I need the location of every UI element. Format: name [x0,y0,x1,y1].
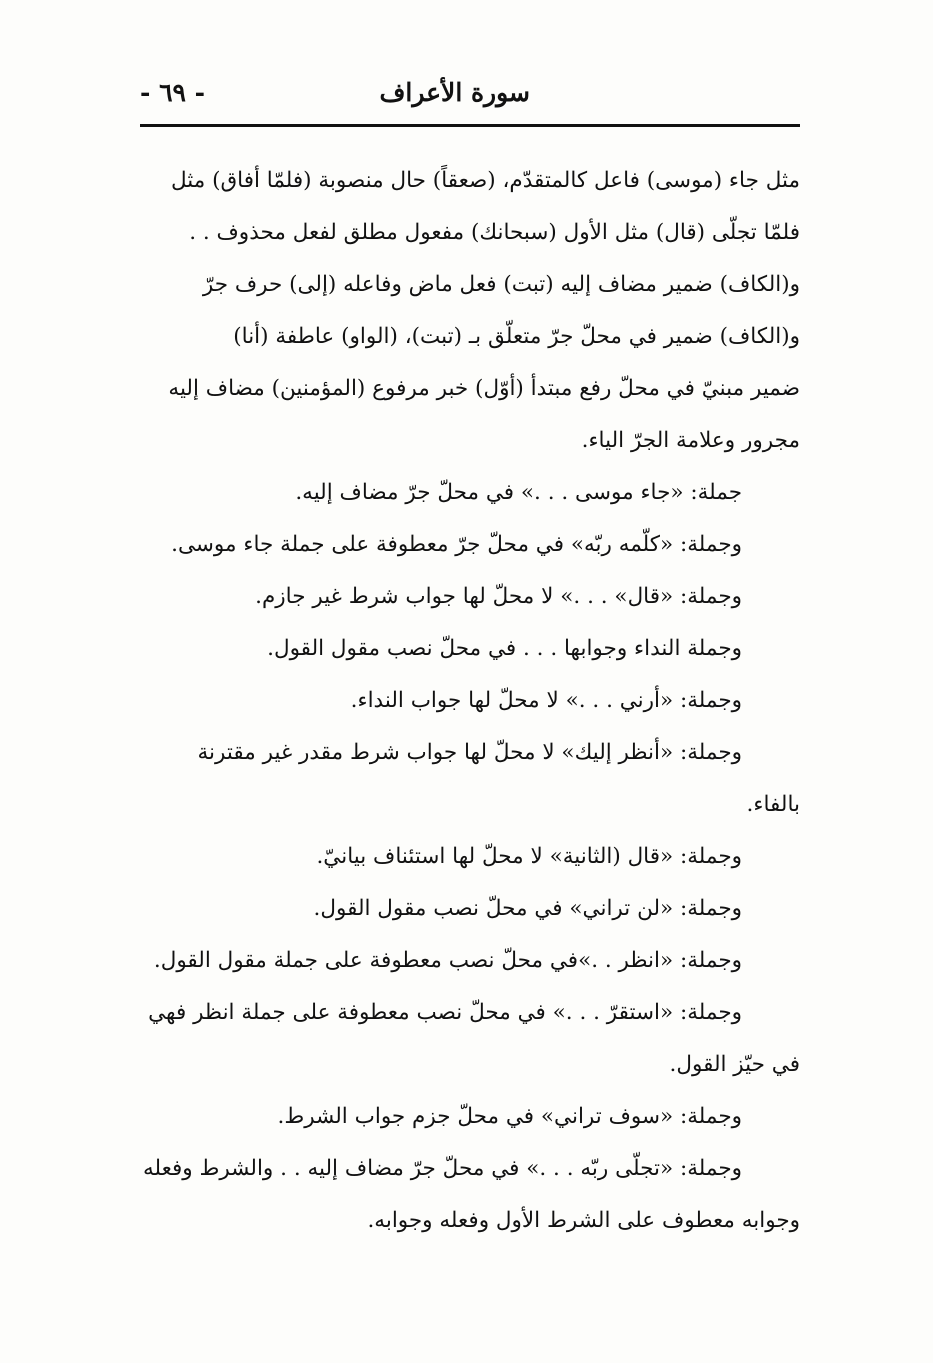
sentence-line: وجملة: «أنظر إليك» لا محلّ لها جواب شرط مقدر غير مقترنة [197,740,742,765]
text-line: و(الكاف) ضمير مضاف إليه (تبت) فعل ماض وفاعله (إلى) حرف جرّ [202,272,800,297]
header-rule [140,124,800,127]
sentence-line: وجملة: «قال (الثانية» لا محلّ لها استئناف بيانيّ. [316,844,742,869]
text-line: مجرور وعلامة الجرّ الياء. [581,428,800,453]
text-line: مثل جاء (موسى) فاعل كالمتقدّم، (صعقاً) حال منصوبة (فلمّا أفاق) مثل [170,168,800,193]
text-line: ضمير مبنيّ في محلّ رفع مبتدأ (أوّل) خبر مرفوع (المؤمنين) مضاف إليه [168,376,800,401]
sentence-line: جملة: «جاء موسى . . .» في محلّ جرّ مضاف إليه. [295,480,742,505]
text-line: فلمّا تجلّى (قال) مثل الأول (سبحانك) مفعول مطلق لفعل محذوف . . [189,220,800,245]
sentence-line: وجملة: «استقرّ . . .» في محلّ نصب معطوفة على جملة انظر فهي [148,1000,742,1025]
page-number: - ٦٩ - [140,78,206,107]
sentence-line: بالفاء. [746,792,800,817]
surah-title: سورة الأعراف [379,78,530,107]
sentence-line: وجملة: «كلّمه ربّه» في محلّ جرّ معطوفة على جملة جاء موسى. [171,532,742,557]
sentence-line: وجملة: «تجلّى ربّه . . .» في محلّ جرّ مضاف إليه . . والشرط وفعله [142,1156,742,1181]
sentence-line: وجوابه معطوف على الشرط الأول وفعله وجوابه. [367,1208,800,1233]
sentence-line: وجملة: «انظر . .»في محلّ نصب معطوفة على جملة مقول القول. [153,948,742,973]
intro-paragraph [128,155,800,467]
body-text [128,155,800,1247]
sentence-line: وجملة النداء وجوابها . . . في محلّ نصب مقول القول. [267,636,742,661]
sentence-line: وجملة: «أرني . . .» لا محلّ لها جواب النداء. [350,688,742,713]
sentence-line: وجملة: «سوف تراني» في محلّ جزم جواب الشرط. [277,1104,742,1129]
text-line: و(الكاف) ضمير في محلّ جرّ متعلّق بـ (تبت)، (الواو) عاطفة (أنا) [233,324,800,349]
sentence-line: وجملة: «قال» . . .» لا محلّ لها جواب شرط غير جازم. [255,584,742,609]
sentence-line: وجملة: «لن تراني» في محلّ نصب مقول القول. [313,896,742,921]
page-header [140,78,800,118]
sentence-line: في حيّز القول. [669,1052,800,1077]
